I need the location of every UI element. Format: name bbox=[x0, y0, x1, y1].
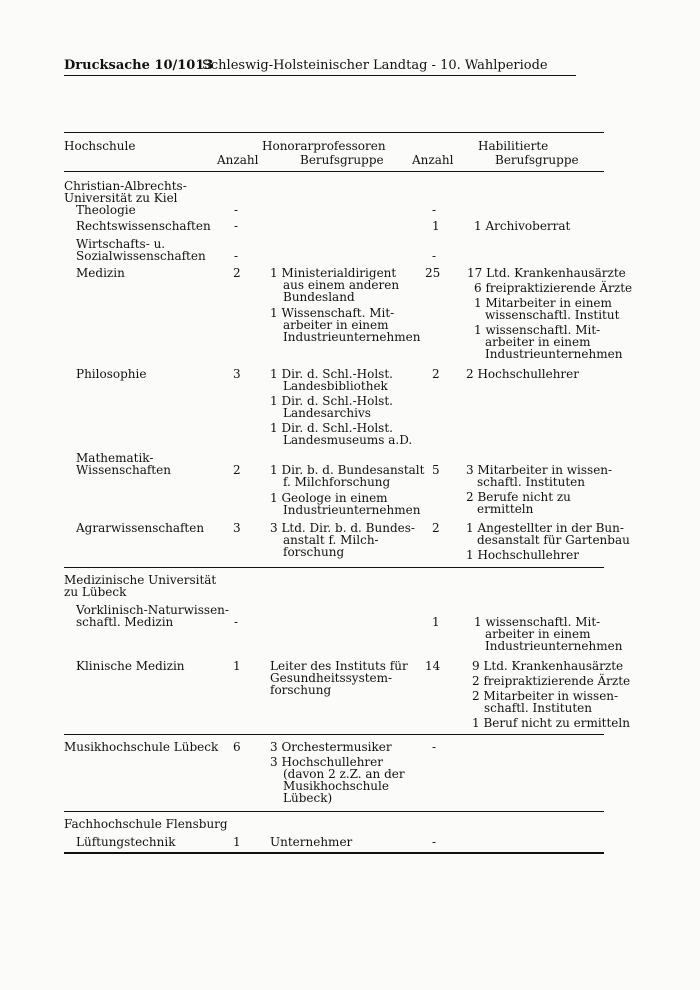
berufsgruppe-habil: schaftl. Instituten bbox=[477, 475, 585, 489]
anzahl-honorar: 6 bbox=[233, 740, 241, 754]
col-hochschule: Hochschule bbox=[64, 139, 136, 153]
anzahl-honorar: 1 bbox=[233, 835, 241, 849]
row-label-wirtschaftswissenschaften: Wirtschafts- u. bbox=[76, 237, 166, 251]
berufsgruppe-habil: 1 wissenschaftl. Mit- bbox=[474, 615, 601, 629]
berufsgruppe-habil: 1 Mitarbeiter in einem bbox=[474, 296, 612, 310]
col-berufsgruppe-habil: Berufsgruppe bbox=[495, 153, 579, 167]
luebeck-name: zu Lübeck bbox=[64, 585, 127, 599]
berufsgruppe-honorar: forschung bbox=[283, 545, 345, 559]
berufsgruppe-honorar: 1 Wissenschaft. Mit- bbox=[270, 306, 395, 320]
berufsgruppe-habil: wissenschaftl. Institut bbox=[485, 308, 620, 322]
anzahl-honorar: 3 bbox=[233, 521, 241, 535]
berufsgruppe-honorar: forschung bbox=[270, 683, 332, 697]
section-rule bbox=[64, 567, 604, 568]
anzahl-habil: 2 bbox=[432, 521, 440, 535]
anzahl-honorar: - bbox=[234, 615, 239, 629]
luebeck-name: Medizinische Universität bbox=[64, 573, 217, 587]
anzahl-honorar: 3 bbox=[233, 367, 241, 381]
berufsgruppe-habil: 6 freipraktizierende Ärzte bbox=[474, 281, 633, 295]
anzahl-habil: 25 bbox=[425, 266, 441, 280]
berufsgruppe-habil: arbeiter in einem bbox=[485, 335, 591, 349]
berufsgruppe-honorar: 1 Dir. d. Schl.-Holst. bbox=[270, 394, 393, 408]
berufsgruppe-habil: Industrieunternehmen bbox=[485, 639, 623, 653]
header-rule bbox=[64, 75, 576, 76]
row-label-mathematik: Wissenschaften bbox=[76, 463, 171, 477]
fh-name: Fachhochschule Flensburg bbox=[64, 817, 228, 831]
col-honorarprofessoren: Honorarprofessoren bbox=[262, 139, 386, 153]
berufsgruppe-honorar: aus einem anderen bbox=[283, 278, 400, 292]
kiel-name: Universität zu Kiel bbox=[64, 191, 178, 205]
row-label-vorklinik: schaftl. Medizin bbox=[76, 615, 174, 629]
berufsgruppe-honorar: 3 Ltd. Dir. b. d. Bundes- bbox=[270, 521, 415, 535]
col-anzahl-habil: Anzahl bbox=[412, 153, 454, 167]
berufsgruppe-honorar: 1 Dir. d. Schl.-Holst. bbox=[270, 421, 393, 435]
berufsgruppe-honorar: Landesbibliothek bbox=[283, 379, 388, 393]
berufsgruppe-honorar: Bundesland bbox=[283, 290, 355, 304]
anzahl-habil: 2 bbox=[432, 367, 440, 381]
berufsgruppe-habil: 1 Angestellter in der Bun- bbox=[466, 521, 624, 535]
row-label-philosophie: Philosophie bbox=[76, 367, 147, 381]
berufsgruppe-habil: 1 Archivoberrat bbox=[474, 219, 571, 233]
berufsgruppe-honorar: anstalt f. Milch- bbox=[283, 533, 379, 547]
anzahl-honorar: 2 bbox=[233, 463, 241, 477]
berufsgruppe-honorar: Landesarchivs bbox=[283, 406, 371, 420]
anzahl-habil: 14 bbox=[425, 659, 441, 673]
berufsgruppe-honorar: Gesundheitssystem- bbox=[270, 671, 393, 685]
anzahl-habil: 5 bbox=[432, 463, 440, 477]
row-label-musikhochschule: Musikhochschule Lübeck bbox=[64, 740, 219, 754]
berufsgruppe-honorar: Industrieunternehmen bbox=[283, 330, 421, 344]
berufsgruppe-honorar: Lübeck) bbox=[283, 791, 333, 805]
anzahl-habil: 1 bbox=[432, 615, 440, 629]
berufsgruppe-habil: 17 Ltd. Krankenhausärzte bbox=[467, 266, 626, 280]
berufsgruppe-honorar: 3 Hochschullehrer bbox=[270, 755, 384, 769]
section-rule bbox=[64, 734, 604, 735]
table-top-rule bbox=[64, 132, 604, 133]
berufsgruppe-honorar: Industrieunternehmen bbox=[283, 503, 421, 517]
row-label-medizin: Medizin bbox=[76, 266, 125, 280]
col-berufsgruppe-honorar: Berufsgruppe bbox=[300, 153, 384, 167]
anzahl-honorar: 1 bbox=[233, 659, 241, 673]
berufsgruppe-honorar: Leiter des Instituts für bbox=[270, 659, 408, 673]
row-label-vorklinik: Vorklinisch-Naturwissen- bbox=[76, 603, 229, 617]
berufsgruppe-habil: arbeiter in einem bbox=[485, 627, 591, 641]
anzahl-honorar: - bbox=[234, 219, 239, 233]
berufsgruppe-honorar: 1 Dir. b. d. Bundesanstalt bbox=[270, 463, 425, 477]
anzahl-habil: - bbox=[432, 740, 437, 754]
anzahl-habil: - bbox=[432, 835, 437, 849]
anzahl-habil: 1 bbox=[432, 219, 440, 233]
row-label-rechtswissenschaften: Rechtswissenschaften bbox=[76, 219, 211, 233]
kiel-name: Christian-Albrechts- bbox=[64, 179, 187, 193]
row-label-klinische-medizin: Klinische Medizin bbox=[76, 659, 185, 673]
berufsgruppe-habil: ermitteln bbox=[477, 502, 534, 516]
berufsgruppe-honorar: 1 Ministerialdirigent bbox=[270, 266, 397, 280]
col-habilitierte: Habilitierte bbox=[478, 139, 549, 153]
berufsgruppe-habil: 9 Ltd. Krankenhausärzte bbox=[472, 659, 624, 673]
row-label-agrarwissenschaften: Agrarwissenschaften bbox=[76, 521, 205, 535]
col-anzahl-honorar: Anzahl bbox=[217, 153, 259, 167]
anzahl-honorar: - bbox=[234, 203, 239, 217]
berufsgruppe-honorar: Unternehmer bbox=[270, 835, 353, 849]
document-source: Schleswig-Holsteinischer Landtag - 10. Wahlperiode bbox=[202, 58, 548, 73]
table-header-rule bbox=[64, 171, 604, 172]
row-label-wirtschaftswissenschaften: Sozialwissenschaften bbox=[76, 249, 206, 263]
berufsgruppe-habil: 2 Hochschullehrer bbox=[466, 367, 580, 381]
berufsgruppe-habil: desanstalt für Gartenbau bbox=[477, 533, 630, 547]
berufsgruppe-habil: 1 Hochschullehrer bbox=[466, 548, 580, 562]
berufsgruppe-habil: 1 Beruf nicht zu ermitteln bbox=[472, 716, 630, 730]
section-rule bbox=[64, 811, 604, 812]
berufsgruppe-honorar: 3 Orchestermusiker bbox=[270, 740, 392, 754]
row-label-lueftungstechnik: Lüftungstechnik bbox=[76, 835, 176, 849]
anzahl-habil: - bbox=[432, 249, 437, 263]
table-bottom-rule bbox=[64, 852, 604, 854]
berufsgruppe-honorar: Landesmuseums a.D. bbox=[283, 433, 413, 447]
berufsgruppe-honorar: 1 Geologe in einem bbox=[270, 491, 388, 505]
berufsgruppe-honorar: arbeiter in einem bbox=[283, 318, 389, 332]
berufsgruppe-habil: 2 Berufe nicht zu bbox=[466, 490, 571, 504]
row-label-mathematik: Mathematik- bbox=[76, 451, 154, 465]
berufsgruppe-honorar: 1 Dir. d. Schl.-Holst. bbox=[270, 367, 393, 381]
berufsgruppe-honorar: (davon 2 z.Z. an der bbox=[283, 767, 405, 781]
anzahl-honorar: 2 bbox=[233, 266, 241, 280]
berufsgruppe-habil: 3 Mitarbeiter in wissen- bbox=[466, 463, 613, 477]
berufsgruppe-honorar: f. Milchforschung bbox=[283, 475, 391, 489]
berufsgruppe-habil: 2 Mitarbeiter in wissen- bbox=[472, 689, 619, 703]
berufsgruppe-habil: Industrieunternehmen bbox=[485, 347, 623, 361]
row-label-theologie: Theologie bbox=[76, 203, 136, 217]
anzahl-honorar: - bbox=[234, 249, 239, 263]
berufsgruppe-habil: 1 wissenschaftl. Mit- bbox=[474, 323, 601, 337]
document-number: Drucksache 10/1013 bbox=[64, 58, 214, 73]
berufsgruppe-habil: 2 freipraktizierende Ärzte bbox=[472, 674, 631, 688]
anzahl-habil: - bbox=[432, 203, 437, 217]
berufsgruppe-habil: schaftl. Instituten bbox=[484, 701, 592, 715]
berufsgruppe-honorar: Musikhochschule bbox=[283, 779, 389, 793]
